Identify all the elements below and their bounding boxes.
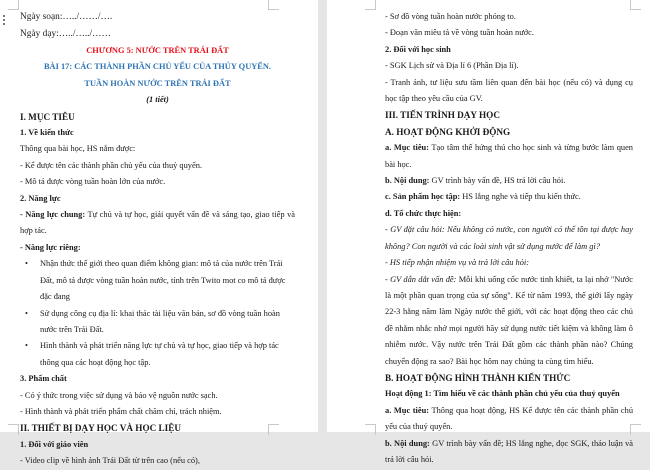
general-competence-label: - Năng lực chung:: [20, 210, 86, 220]
student-item: - Tranh ảnh, tư liệu sưu tầm liên quan đến bài học (nếu có) và dụng cụ học tập theo yêu cầu của GV.: [385, 77, 633, 104]
warmup-goal: [385, 140, 633, 173]
lead-in-label: - GV dẫn dắt vấn đề:: [385, 274, 457, 284]
subheading-teacher: 1. Đối với giáo viên: [20, 439, 89, 449]
teacher-lead-in: [385, 272, 633, 370]
general-competence-text: Tự chủ và tự học, giải quyết vấn đề và sáng tạo, giao tiếp và hợp tác.: [20, 210, 295, 236]
goal-label: a. Mục tiêu:: [385, 143, 429, 153]
document-page-right: [327, 0, 650, 464]
warmup-content: [385, 173, 633, 189]
goal-label: a. Mục tiêu:: [385, 405, 430, 415]
activity-1-title: Hoạt động 1: Tìm hiểu về các thành phần chủ yếu của thuỷ quyển: [385, 389, 620, 399]
bullet-item: • Nhận thức thế giới theo quan điểm không gian: mô tả của nước trên Trái Đất, mô tả được vòng tuần hoàn nước, tính trên Twito mot co mô tả được đặc đang: [40, 256, 295, 305]
warmup-organization-label: d. Tổ chức thực hiện:: [385, 208, 462, 218]
chapter-title: CHƯƠNG 5: NƯỚC TRÊN TRÁI ĐẤT: [86, 46, 229, 55]
teacher-item: - Sơ đồ vòng tuần hoàn nước phóng to.: [385, 12, 516, 21]
subheading-student: 2. Đối với học sinh: [385, 44, 451, 54]
crop-mark: [268, 424, 279, 435]
goal-text: Thông qua hoạt động, HS Kể được tên các thành phần chủ yếu của thuỷ quyển.: [385, 405, 634, 432]
knowledge-intro: Thông qua bài học, HS nắm được:: [20, 144, 136, 154]
product-label: c. Sản phẩm học tập:: [385, 192, 461, 202]
bullet-item: • Sử dụng công cụ địa lí: khai thác tài liệu văn bản, sơ đồ vòng tuần hoàn nước trên Trái Đất.: [40, 306, 295, 339]
page-content: [385, 9, 633, 468]
date-taught: Ngày dạy:…../…../……: [20, 29, 111, 39]
lead-in-text: Mỗi khi uống cốc nước tinh khiết, ta lại nhớ "Nước là một phần quan trọng của sự sống". Kể từ năm 1993, thế giới lấy ngày 22-3 hằng năm làm Ngày nước thế giới, với các hoạt động theo các chủ đề nhằm nhắc nhở mọi người hãy sử dụng nước tiết kiệm và không làm ô nhiễm nước. Vậy nước trên Trái Đất gồm các thành phần nào? Chúng chuyển động ra sao? Bài học hôm nay chúng ta cùng tìm hiểu.: [385, 274, 633, 366]
specific-competence-list: [20, 256, 295, 371]
content-text: GV trình bày vấn đề; HS lắng nghe, đọc SGK, thảo luận và trả lời câu hỏi.: [385, 438, 633, 464]
section-heading-equipment: II. THIẾT BỊ DẠY HỌC VÀ HỌC LIỆU: [20, 423, 181, 434]
subheading-competence: 2. Năng lực: [20, 193, 61, 203]
warmup-product: [385, 189, 633, 205]
qualities-item: - Có ý thức trong việc sử dụng và bảo vệ nguồn nước sạch.: [20, 390, 218, 400]
product-text: HS lắng nghe và tiếp thu kiến thức.: [460, 192, 581, 202]
content-text: GV trình bày vấn đề, HS trả lời câu hỏi.: [429, 176, 566, 186]
activity-1-goal: [385, 403, 633, 436]
crop-mark: [8, 0, 19, 10]
bullet-item: • Hình thành và phát triển năng lực tự chủ và tự học, giao tiếp và hợp tác thông qua các hoạt động học tập.: [40, 338, 295, 371]
subheading-qualities: 3. Phẩm chất: [20, 374, 67, 384]
section-heading-process: III. TIẾN TRÌNH DẠY HỌC: [385, 110, 500, 121]
student-task: - HS tiếp nhận nhiệm vụ và trả lời câu hỏi:: [385, 258, 530, 268]
activity-heading-knowledge: B. HOẠT ĐỘNG HÌNH THÀNH KIẾN THỨC: [385, 372, 571, 383]
teacher-question: - GV đặt câu hỏi: Nếu không có nước, con người có thể tồn tại được hay không? Con người và các loài sinh vật sử dụng nước để làm gì?: [385, 225, 633, 251]
lesson-title-line1: BÀI 17: CÁC THÀNH PHẦN CHỦ YẾU CỦA THỦY QUYỂN.: [43, 62, 272, 72]
knowledge-item: - Mô tả được vòng tuần hoàn lớn của nước.: [20, 177, 166, 187]
activity-heading-warmup: A. HOẠT ĐỘNG KHỞI ĐỘNG: [385, 126, 511, 137]
teacher-item: - Video clip về hình ảnh Trái Đất từ trên cao (nếu có),: [20, 456, 200, 466]
drag-handle-icon[interactable]: [3, 15, 5, 27]
general-competence: [20, 207, 295, 240]
knowledge-item: - Kể được tên các thành phần chủ yếu của thuỷ quyển.: [20, 160, 202, 170]
content-label: b. Nội dung:: [385, 176, 430, 186]
student-item: - SGK Lịch sử và Địa lí 6 (Phần Địa lí).: [385, 61, 519, 71]
content-label: b. Nội dung:: [385, 438, 430, 448]
date-prepared: Ngày soạn:…../……/….: [20, 12, 113, 22]
crop-mark: [365, 0, 376, 10]
section-heading-objectives: I. MỤC TIÊU: [20, 111, 75, 122]
teacher-item: - Đoạn văn miêu tả về vòng tuần hoàn nước.: [385, 28, 534, 38]
activity-1-content: [385, 436, 633, 469]
crop-mark: [8, 424, 19, 435]
goal-text: Tạo tâm thế hứng thú cho học sinh và từng bước làm quen bài học.: [385, 143, 633, 169]
crop-mark: [365, 424, 376, 435]
lesson-duration: (1 tiết): [146, 95, 169, 105]
specific-competence-label: - Năng lực riêng:: [20, 242, 81, 252]
lesson-title-line2: TUẦN HOÀN NƯỚC TRÊN TRÁI ĐẤT: [84, 78, 231, 88]
qualities-item: - Hình thành và phát triển phẩm chất chăm chỉ, trách nhiệm.: [20, 406, 222, 416]
subheading-knowledge: 1. Về kiến thức: [20, 128, 74, 138]
document-page-left: [0, 0, 318, 466]
crop-mark: [630, 424, 641, 435]
page-content: [20, 9, 295, 470]
